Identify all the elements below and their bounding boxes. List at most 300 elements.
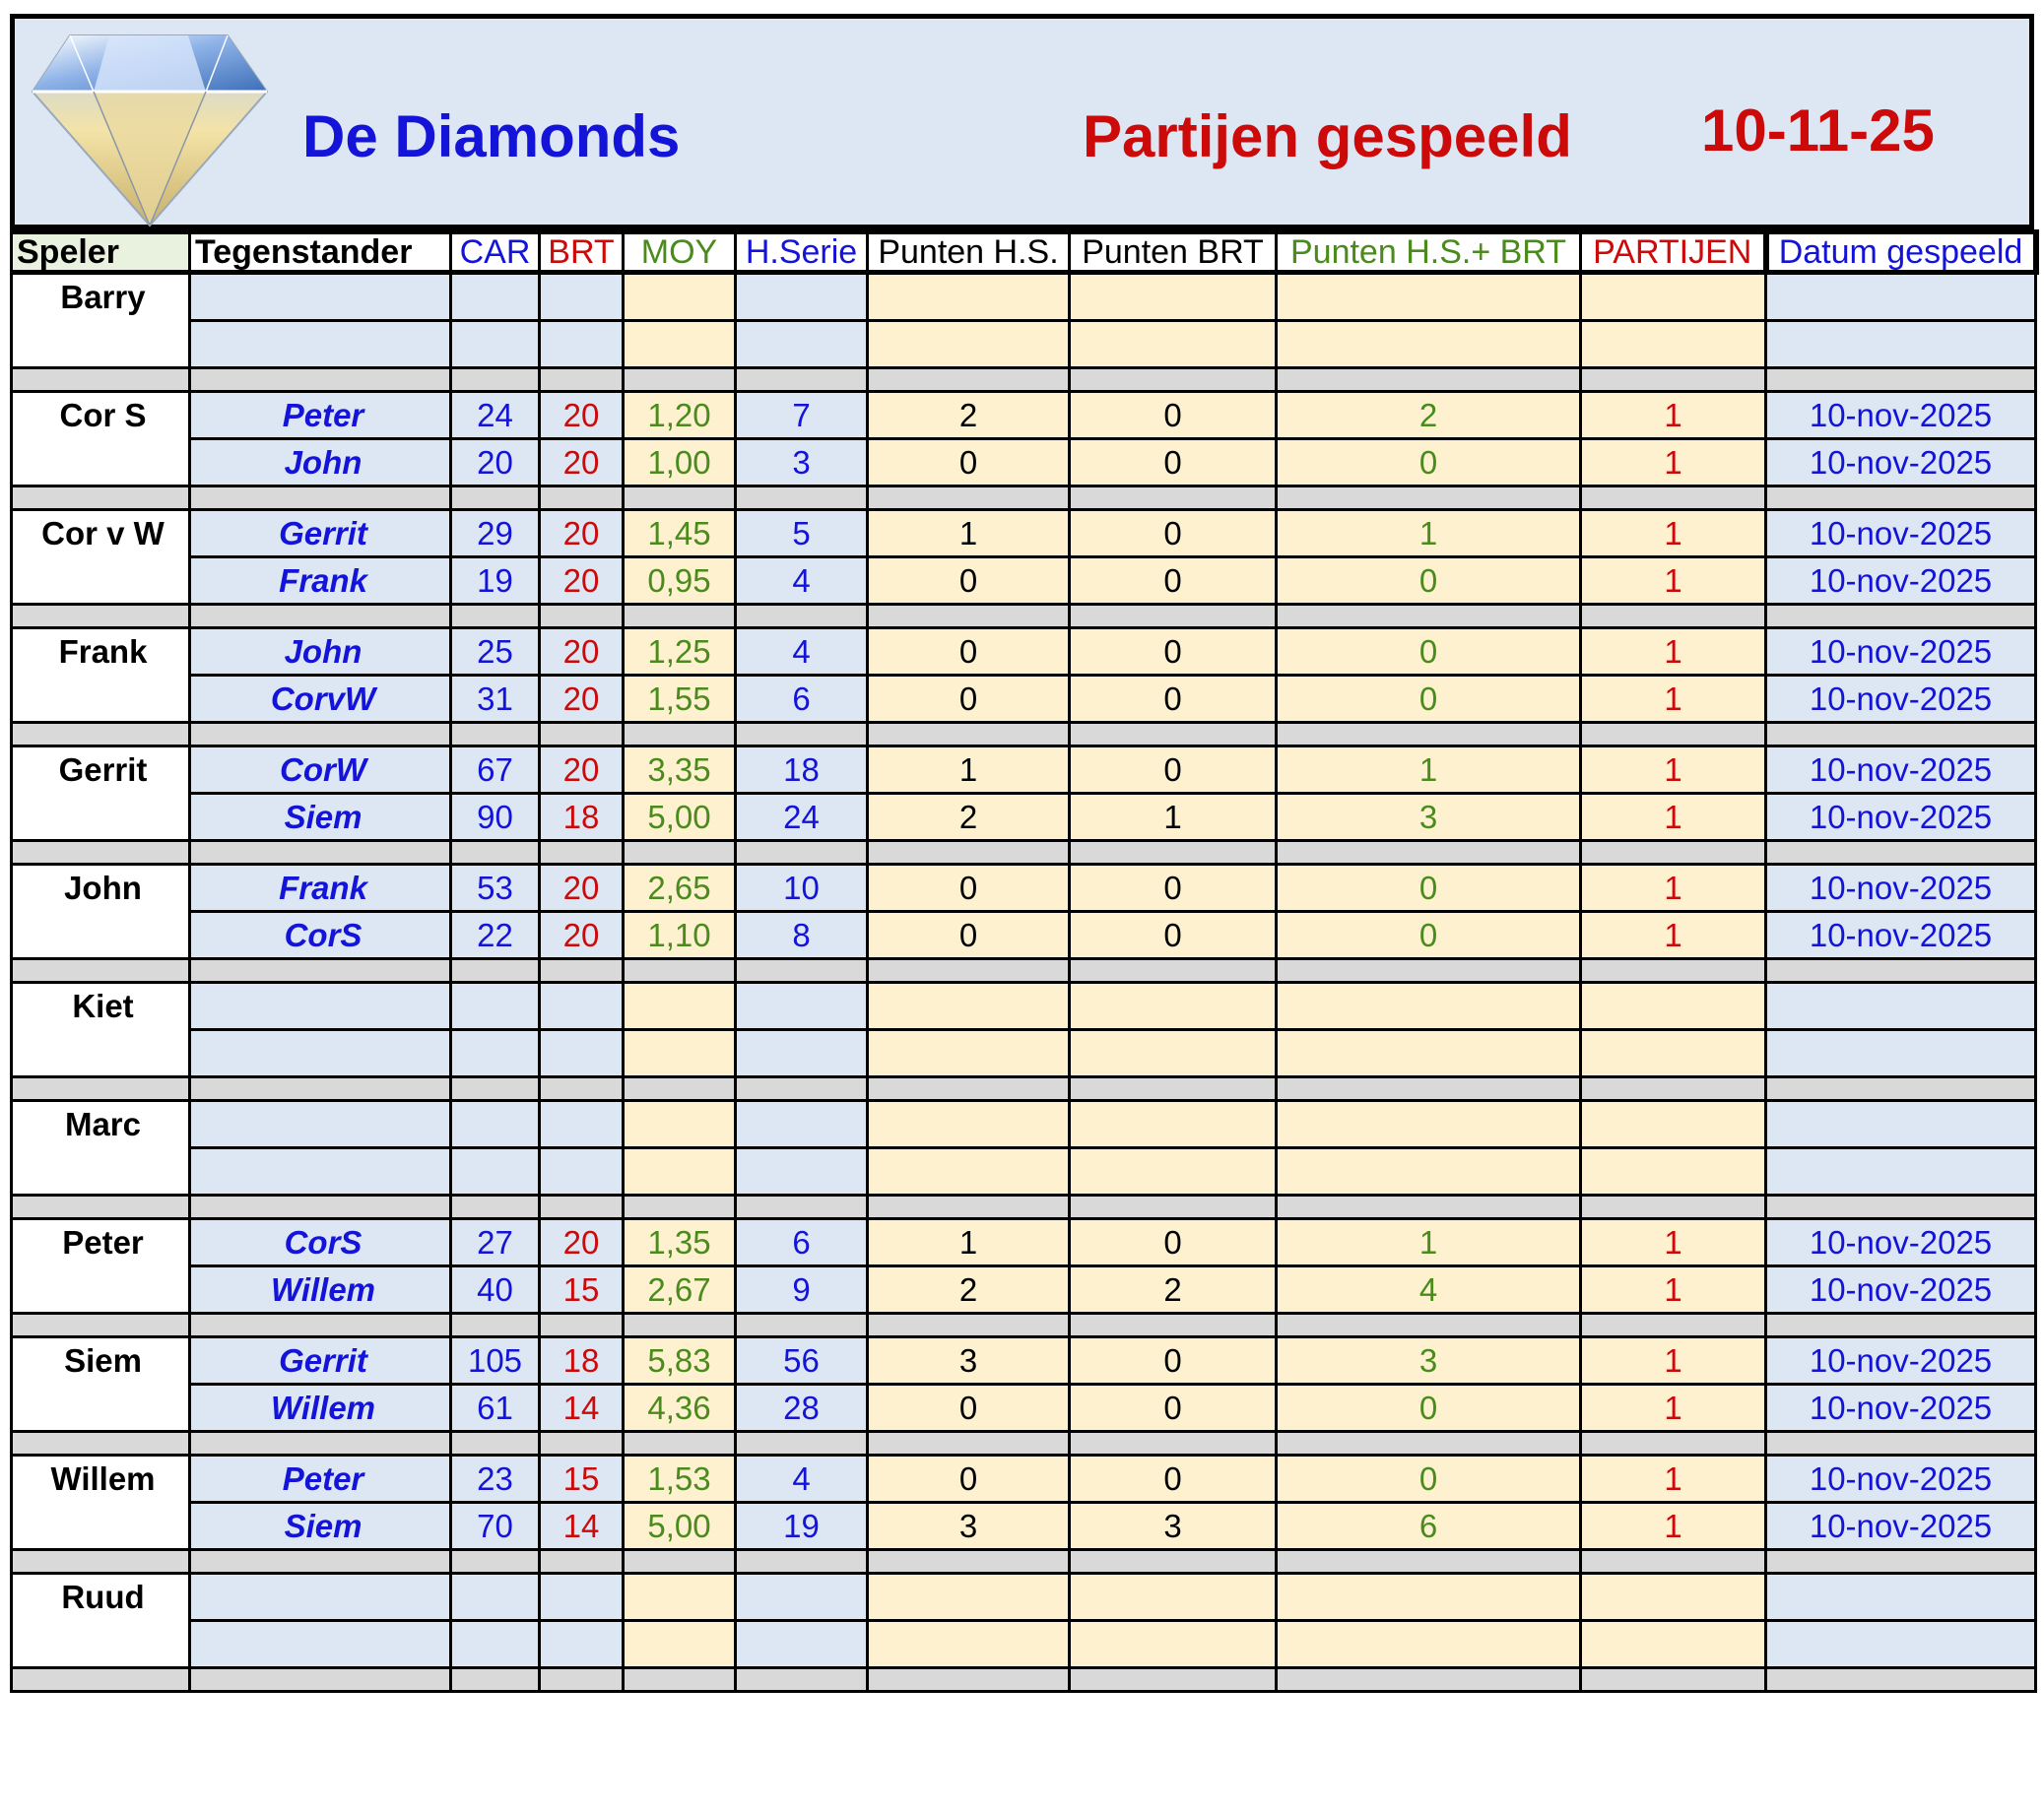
separator-cell <box>1581 959 1766 983</box>
moy-cell: 1,53 <box>624 1456 736 1503</box>
moy-cell: 0,95 <box>624 557 736 605</box>
datum-cell: 10-nov-2025 <box>1766 794 2036 841</box>
car-cell: 40 <box>451 1266 540 1314</box>
moy-cell: 5,00 <box>624 794 736 841</box>
separator-cell <box>868 959 1070 983</box>
punten-brt-cell: 0 <box>1070 510 1277 557</box>
datum-cell: 10-nov-2025 <box>1766 1385 2036 1432</box>
separator-cell <box>451 605 540 628</box>
separator-cell <box>1277 1432 1581 1456</box>
separator-cell <box>868 605 1070 628</box>
table-row <box>12 676 2036 723</box>
partijen-cell <box>1581 1574 1766 1621</box>
punten-hs-cell: 0 <box>868 865 1070 912</box>
brt-cell <box>540 1574 624 1621</box>
datum-cell: 10-nov-2025 <box>1766 1266 2036 1314</box>
brt-cell: 20 <box>540 628 624 676</box>
table-row <box>12 1266 2036 1314</box>
punten-total-cell: 3 <box>1277 1337 1581 1385</box>
table-row <box>12 510 2036 557</box>
punten-hs-cell <box>868 1621 1070 1668</box>
table-row <box>12 794 2036 841</box>
separator-cell <box>868 1432 1070 1456</box>
punten-hs-cell <box>868 1574 1070 1621</box>
separator-cell <box>624 1314 736 1337</box>
hserie-cell <box>736 1621 868 1668</box>
hserie-cell: 24 <box>736 794 868 841</box>
hserie-cell <box>736 1101 868 1148</box>
player-name-cell: John <box>12 865 190 959</box>
separator-cell <box>540 1314 624 1337</box>
separator-cell <box>1277 1550 1581 1574</box>
brt-cell: 18 <box>540 794 624 841</box>
punten-hs-cell <box>868 1148 1070 1196</box>
col-header-speler: Speler <box>12 232 190 273</box>
punten-hs-cell: 1 <box>868 746 1070 794</box>
hserie-cell: 4 <box>736 1456 868 1503</box>
separator-cell <box>1070 1668 1277 1692</box>
moy-cell <box>624 273 736 321</box>
separator-cell <box>1277 1077 1581 1101</box>
separator-cell <box>624 1432 736 1456</box>
separator-cell <box>540 1077 624 1101</box>
separator-cell <box>736 1550 868 1574</box>
table-row <box>12 1148 2036 1196</box>
col-header-partijen: PARTIJEN <box>1581 232 1766 273</box>
moy-cell: 5,83 <box>624 1337 736 1385</box>
datum-cell <box>1766 1101 2036 1148</box>
separator-cell <box>1277 959 1581 983</box>
brt-cell: 15 <box>540 1456 624 1503</box>
punten-total-cell: 0 <box>1277 439 1581 486</box>
separator-cell <box>1766 1077 2036 1101</box>
datum-cell: 10-nov-2025 <box>1766 510 2036 557</box>
column-header-row <box>12 232 2036 273</box>
separator-cell <box>451 1196 540 1219</box>
separator-cell <box>190 1314 451 1337</box>
datum-cell: 10-nov-2025 <box>1766 865 2036 912</box>
punten-hs-cell: 3 <box>868 1503 1070 1550</box>
hserie-cell: 4 <box>736 628 868 676</box>
separator-cell <box>190 1550 451 1574</box>
car-cell: 27 <box>451 1219 540 1266</box>
hserie-cell: 9 <box>736 1266 868 1314</box>
separator-cell <box>1277 841 1581 865</box>
separator-cell <box>451 486 540 510</box>
car-cell <box>451 1574 540 1621</box>
opponent-cell: John <box>190 439 451 486</box>
punten-total-cell: 4 <box>1277 1266 1581 1314</box>
opponent-cell <box>190 1148 451 1196</box>
separator-cell <box>624 841 736 865</box>
separator-cell <box>190 368 451 392</box>
separator-cell <box>624 368 736 392</box>
punten-brt-cell: 0 <box>1070 1337 1277 1385</box>
separator-cell <box>451 723 540 746</box>
separator-cell <box>12 605 190 628</box>
moy-cell <box>624 1030 736 1077</box>
separator-cell <box>624 959 736 983</box>
separator-cell <box>624 486 736 510</box>
car-cell: 29 <box>451 510 540 557</box>
car-cell <box>451 983 540 1030</box>
hserie-cell: 18 <box>736 746 868 794</box>
brt-cell <box>540 1101 624 1148</box>
separator-cell <box>736 959 868 983</box>
brt-cell: 14 <box>540 1503 624 1550</box>
separator-cell <box>190 605 451 628</box>
separator-cell <box>868 1314 1070 1337</box>
punten-total-cell: 0 <box>1277 676 1581 723</box>
car-cell: 25 <box>451 628 540 676</box>
car-cell: 70 <box>451 1503 540 1550</box>
separator-cell <box>190 1196 451 1219</box>
punten-total-cell: 0 <box>1277 912 1581 959</box>
separator-cell <box>1277 1196 1581 1219</box>
table-row <box>12 321 2036 368</box>
partijen-cell: 1 <box>1581 1385 1766 1432</box>
datum-cell: 10-nov-2025 <box>1766 912 2036 959</box>
opponent-cell: Willem <box>190 1266 451 1314</box>
separator-cell <box>1581 1432 1766 1456</box>
brt-cell <box>540 273 624 321</box>
punten-total-cell: 0 <box>1277 1456 1581 1503</box>
hserie-cell: 6 <box>736 1219 868 1266</box>
separator-cell <box>624 1077 736 1101</box>
col-header-car: CAR <box>451 232 540 273</box>
punten-hs-cell: 2 <box>868 1266 1070 1314</box>
punten-total-cell: 1 <box>1277 510 1581 557</box>
brt-cell <box>540 1148 624 1196</box>
brt-cell: 20 <box>540 392 624 439</box>
partijen-cell: 1 <box>1581 746 1766 794</box>
partijen-cell: 1 <box>1581 439 1766 486</box>
player-name-cell: Ruud <box>12 1574 190 1668</box>
punten-total-cell: 2 <box>1277 392 1581 439</box>
hserie-cell <box>736 1148 868 1196</box>
separator-cell <box>1766 959 2036 983</box>
separator-cell <box>540 723 624 746</box>
separator-cell <box>868 1668 1070 1692</box>
datum-cell: 10-nov-2025 <box>1766 1503 2036 1550</box>
moy-cell: 3,35 <box>624 746 736 794</box>
separator-cell <box>540 959 624 983</box>
punten-hs-cell: 2 <box>868 392 1070 439</box>
table-row <box>12 1101 2036 1148</box>
punten-brt-cell: 0 <box>1070 912 1277 959</box>
datum-cell: 10-nov-2025 <box>1766 1337 2036 1385</box>
punten-total-cell: 0 <box>1277 557 1581 605</box>
punten-brt-cell <box>1070 983 1277 1030</box>
separator-cell <box>12 723 190 746</box>
punten-hs-cell: 3 <box>868 1337 1070 1385</box>
partijen-cell: 1 <box>1581 1219 1766 1266</box>
moy-cell <box>624 1101 736 1148</box>
brt-cell: 20 <box>540 676 624 723</box>
punten-brt-cell <box>1070 1574 1277 1621</box>
table-row <box>12 439 2036 486</box>
moy-cell: 4,36 <box>624 1385 736 1432</box>
car-cell: 31 <box>451 676 540 723</box>
car-cell: 24 <box>451 392 540 439</box>
punten-brt-cell <box>1070 1101 1277 1148</box>
brt-cell: 20 <box>540 1219 624 1266</box>
separator-cell <box>868 368 1070 392</box>
player-name-cell: Peter <box>12 1219 190 1314</box>
car-cell: 53 <box>451 865 540 912</box>
punten-total-cell <box>1277 1621 1581 1668</box>
punten-brt-cell: 0 <box>1070 392 1277 439</box>
datum-cell <box>1766 1621 2036 1668</box>
separator-cell <box>624 1196 736 1219</box>
opponent-cell <box>190 273 451 321</box>
hserie-cell: 28 <box>736 1385 868 1432</box>
separator-row <box>12 1196 2036 1219</box>
separator-cell <box>868 1550 1070 1574</box>
punten-hs-cell <box>868 321 1070 368</box>
hserie-cell <box>736 1030 868 1077</box>
player-name-cell: Barry <box>12 273 190 368</box>
separator-cell <box>1070 1314 1277 1337</box>
separator-cell <box>624 723 736 746</box>
separator-cell <box>451 959 540 983</box>
brt-cell: 20 <box>540 557 624 605</box>
partijen-cell <box>1581 983 1766 1030</box>
separator-row <box>12 486 2036 510</box>
separator-cell <box>1070 1077 1277 1101</box>
separator-cell <box>12 486 190 510</box>
moy-cell <box>624 321 736 368</box>
punten-total-cell <box>1277 273 1581 321</box>
punten-hs-cell <box>868 1030 1070 1077</box>
moy-cell: 1,20 <box>624 392 736 439</box>
separator-cell <box>1581 1314 1766 1337</box>
partijen-cell <box>1581 1101 1766 1148</box>
punten-brt-cell: 0 <box>1070 439 1277 486</box>
separator-cell <box>1766 605 2036 628</box>
table-row <box>12 1574 2036 1621</box>
car-cell: 90 <box>451 794 540 841</box>
separator-row <box>12 841 2036 865</box>
punten-brt-cell: 0 <box>1070 1456 1277 1503</box>
hserie-cell: 5 <box>736 510 868 557</box>
separator-cell <box>540 486 624 510</box>
car-cell <box>451 1030 540 1077</box>
punten-hs-cell: 0 <box>868 439 1070 486</box>
separator-cell <box>1581 1077 1766 1101</box>
separator-row <box>12 605 2036 628</box>
opponent-cell: Peter <box>190 1456 451 1503</box>
player-name-cell: Marc <box>12 1101 190 1196</box>
separator-cell <box>1581 1550 1766 1574</box>
separator-cell <box>624 1668 736 1692</box>
separator-cell <box>1766 1668 2036 1692</box>
punten-hs-cell: 1 <box>868 1219 1070 1266</box>
punten-total-cell <box>1277 1030 1581 1077</box>
separator-cell <box>1277 1668 1581 1692</box>
separator-cell <box>736 486 868 510</box>
page-title: De Diamonds <box>302 103 681 169</box>
moy-cell: 1,35 <box>624 1219 736 1266</box>
car-cell: 105 <box>451 1337 540 1385</box>
punten-brt-cell <box>1070 1148 1277 1196</box>
separator-row <box>12 1668 2036 1692</box>
separator-cell <box>540 605 624 628</box>
punten-total-cell: 1 <box>1277 1219 1581 1266</box>
separator-cell <box>1070 605 1277 628</box>
opponent-cell <box>190 321 451 368</box>
separator-cell <box>451 1077 540 1101</box>
page-subtitle: Partijen gespeeld <box>1083 103 1572 169</box>
hserie-cell <box>736 983 868 1030</box>
separator-cell <box>868 486 1070 510</box>
opponent-cell: Frank <box>190 557 451 605</box>
separator-cell <box>1070 368 1277 392</box>
partijen-cell: 1 <box>1581 912 1766 959</box>
separator-cell <box>190 959 451 983</box>
partijen-cell: 1 <box>1581 392 1766 439</box>
separator-cell <box>451 1668 540 1692</box>
separator-cell <box>1766 1196 2036 1219</box>
player-name-cell: Frank <box>12 628 190 723</box>
table-row <box>12 1030 2036 1077</box>
datum-cell <box>1766 983 2036 1030</box>
separator-cell <box>190 841 451 865</box>
separator-cell <box>190 1668 451 1692</box>
datum-cell: 10-nov-2025 <box>1766 439 2036 486</box>
separator-row <box>12 1432 2036 1456</box>
partijen-cell: 1 <box>1581 557 1766 605</box>
car-cell: 19 <box>451 557 540 605</box>
punten-hs-cell: 0 <box>868 628 1070 676</box>
separator-cell <box>1070 959 1277 983</box>
datum-cell: 10-nov-2025 <box>1766 392 2036 439</box>
opponent-cell: CorS <box>190 912 451 959</box>
col-header-punten-brt: Punten BRT <box>1070 232 1277 273</box>
partijen-cell: 1 <box>1581 1337 1766 1385</box>
separator-cell <box>1277 605 1581 628</box>
punten-brt-cell <box>1070 273 1277 321</box>
opponent-cell <box>190 983 451 1030</box>
datum-cell: 10-nov-2025 <box>1766 1456 2036 1503</box>
separator-cell <box>1766 1550 2036 1574</box>
moy-cell: 1,25 <box>624 628 736 676</box>
car-cell: 23 <box>451 1456 540 1503</box>
car-cell <box>451 1101 540 1148</box>
separator-cell <box>624 605 736 628</box>
separator-cell <box>12 1314 190 1337</box>
car-cell <box>451 273 540 321</box>
brt-cell: 20 <box>540 439 624 486</box>
separator-cell <box>12 1668 190 1692</box>
moy-cell: 1,00 <box>624 439 736 486</box>
punten-total-cell <box>1277 1101 1581 1148</box>
separator-cell <box>190 723 451 746</box>
separator-cell <box>868 1077 1070 1101</box>
separator-cell <box>540 1432 624 1456</box>
partijen-cell <box>1581 321 1766 368</box>
partijen-cell: 1 <box>1581 794 1766 841</box>
punten-brt-cell: 1 <box>1070 794 1277 841</box>
punten-brt-cell <box>1070 1621 1277 1668</box>
col-header-brt: BRT <box>540 232 624 273</box>
brt-cell <box>540 321 624 368</box>
player-name-cell: Gerrit <box>12 746 190 841</box>
punten-total-cell: 6 <box>1277 1503 1581 1550</box>
table-row <box>12 628 2036 676</box>
separator-cell <box>736 605 868 628</box>
opponent-cell: Willem <box>190 1385 451 1432</box>
moy-cell: 2,67 <box>624 1266 736 1314</box>
punten-brt-cell: 0 <box>1070 746 1277 794</box>
separator-cell <box>736 723 868 746</box>
separator-row <box>12 1314 2036 1337</box>
opponent-cell: Frank <box>190 865 451 912</box>
separator-cell <box>540 1550 624 1574</box>
datum-cell: 10-nov-2025 <box>1766 1219 2036 1266</box>
separator-cell <box>12 959 190 983</box>
separator-row <box>12 1077 2036 1101</box>
separator-cell <box>12 1077 190 1101</box>
hserie-cell: 56 <box>736 1337 868 1385</box>
separator-cell <box>736 368 868 392</box>
brt-cell <box>540 1621 624 1668</box>
moy-cell <box>624 1574 736 1621</box>
diamond-icon <box>31 31 269 227</box>
punten-hs-cell: 2 <box>868 794 1070 841</box>
table-row <box>12 1385 2036 1432</box>
punten-hs-cell: 1 <box>868 510 1070 557</box>
moy-cell: 1,10 <box>624 912 736 959</box>
separator-cell <box>540 841 624 865</box>
table-row <box>12 912 2036 959</box>
brt-cell <box>540 983 624 1030</box>
hserie-cell: 3 <box>736 439 868 486</box>
separator-cell <box>190 486 451 510</box>
moy-cell: 2,65 <box>624 865 736 912</box>
moy-cell: 5,00 <box>624 1503 736 1550</box>
table-row <box>12 557 2036 605</box>
table-row <box>12 1337 2036 1385</box>
table-row <box>12 1621 2036 1668</box>
partijen-cell <box>1581 273 1766 321</box>
separator-cell <box>1070 486 1277 510</box>
table-row <box>12 746 2036 794</box>
separator-cell <box>868 841 1070 865</box>
moy-cell: 1,45 <box>624 510 736 557</box>
separator-cell <box>540 368 624 392</box>
separator-cell <box>190 1077 451 1101</box>
table-body <box>12 273 2036 1692</box>
separator-cell <box>1766 1314 2036 1337</box>
partijen-cell: 1 <box>1581 1503 1766 1550</box>
datum-cell <box>1766 1030 2036 1077</box>
separator-cell <box>1766 1432 2036 1456</box>
separator-cell <box>12 1196 190 1219</box>
datum-cell <box>1766 321 2036 368</box>
separator-row <box>12 368 2036 392</box>
partijen-cell: 1 <box>1581 676 1766 723</box>
partijen-cell: 1 <box>1581 628 1766 676</box>
table-row <box>12 1503 2036 1550</box>
separator-cell <box>540 1196 624 1219</box>
brt-cell: 15 <box>540 1266 624 1314</box>
punten-hs-cell <box>868 983 1070 1030</box>
partijen-cell: 1 <box>1581 1266 1766 1314</box>
col-header-punten-hs: Punten H.S. <box>868 232 1070 273</box>
separator-cell <box>1277 723 1581 746</box>
punten-brt-cell: 0 <box>1070 1219 1277 1266</box>
